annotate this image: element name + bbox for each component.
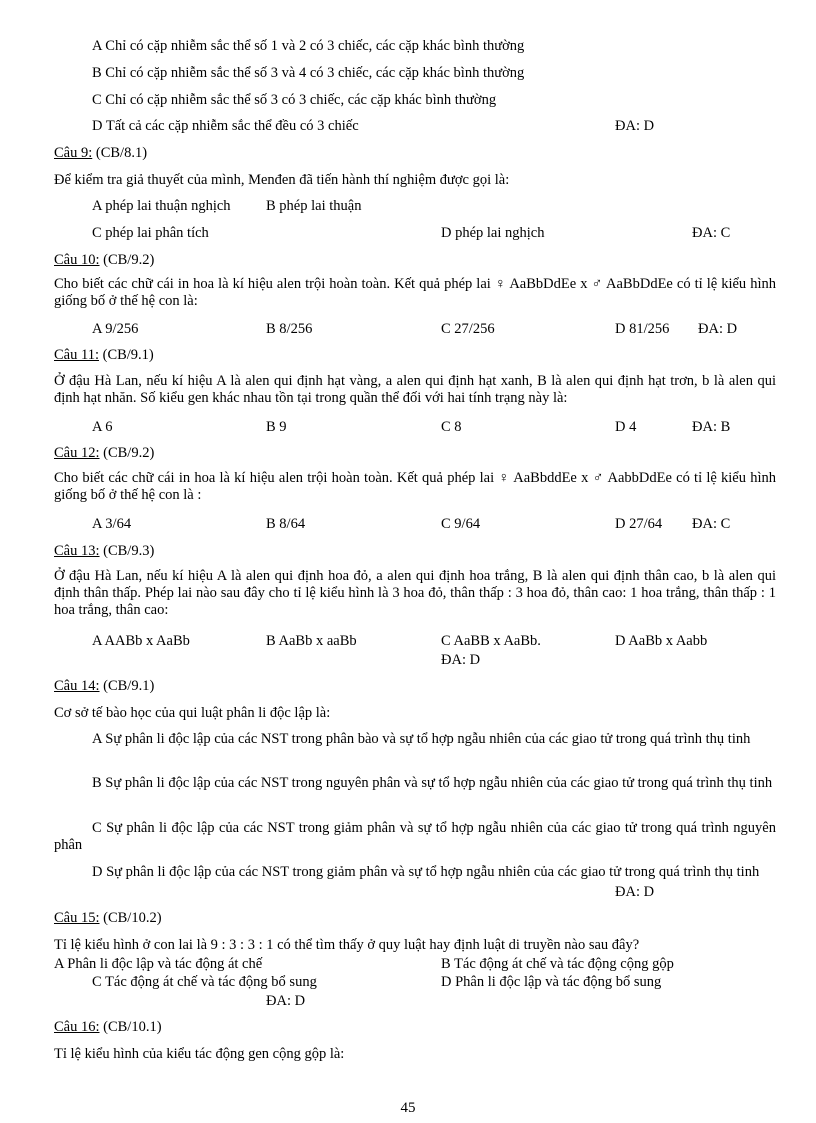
q13-answer: ĐA: D [441, 652, 481, 668]
q15-option-d: D Phân li độc lập và tác động bổ sung [441, 974, 662, 990]
q14-heading [54, 677, 154, 695]
q11-code: (CB/9.1) [98, 347, 154, 363]
q13-option-c: C AaBB x AaBb. [441, 633, 541, 649]
q10-option-b: B 8/256 [266, 321, 313, 337]
q13-option-d: D AaBb x Aabb [615, 633, 708, 649]
q12-option-b: B 8/64 [266, 516, 306, 532]
q15-option-b: B Tác động át chế và tác động cộng gộp [441, 956, 674, 972]
q15-label: Câu 15: [54, 910, 100, 926]
q9-option-c: C phép lai phân tích [92, 225, 209, 241]
q13-text: Ở đậu Hà Lan, nếu kí hiệu A là alen qui định hoa đỏ, a alen qui định hoa trắng, B là alen qui định thân cao, b là alen qui định thân thấp. Phép lai nào sau đây cho tỉ lệ kiểu hình là 3 hoa đỏ, thân thấp : 3 hoa đỏ, thân cao: 1 hoa trắng, thân thấp : 1 hoa trắng, thân cao: [54, 568, 776, 618]
q14-code: (CB/9.1) [99, 678, 155, 694]
q15-answer: ĐA: D [266, 993, 306, 1009]
q9-option-b: B phép lai thuận [266, 198, 362, 214]
q14-option-b: B Sự phân li độc lập của các NST trong nguyên phân và sự tổ hợp ngẫu nhiên của các giao tử trong quá trình thụ tinh [92, 775, 773, 791]
q9-label: Câu 9: [54, 145, 93, 161]
q13-code: (CB/9.3) [99, 543, 155, 559]
q10-code: (CB/9.2) [99, 252, 155, 268]
q11-label: Câu 11: [54, 347, 99, 363]
q16-label: Câu 16: [54, 1019, 100, 1035]
q15-text: Tỉ lệ kiểu hình ở con lai là 9 : 3 : 3 : 1 có thể tìm thấy ở quy luật hay định luật di truyền nào sau đây? [54, 937, 640, 953]
q11-heading [54, 346, 154, 364]
q13-option-a: A AABb x AaBb [92, 633, 190, 649]
q13-label: Câu 13: [54, 543, 100, 559]
q15-code: (CB/10.2) [99, 910, 162, 926]
q13-option-b: B AaBb x aaBb [266, 633, 357, 649]
q14-answer: ĐA: D [615, 884, 655, 900]
q15-option-c: C Tác động át chế và tác động bổ sung [92, 974, 317, 990]
q15-heading [54, 909, 162, 927]
q12-option-d: D 27/64 [615, 516, 663, 532]
q12-option-a: A 3/64 [92, 516, 132, 532]
q10-option-a: A 9/256 [92, 321, 139, 337]
q14-label: Câu 14: [54, 678, 100, 694]
q15-option-a: A Phân li độc lập và tác động át chế [54, 956, 263, 972]
q12-heading [54, 444, 154, 462]
q11-option-c: C 8 [441, 419, 462, 435]
q8-answer: ĐA: D [615, 118, 655, 134]
q9-code: (CB/8.1) [92, 145, 148, 161]
q11-option-a: A 6 [92, 419, 113, 435]
q8-option-b: B Chỉ có cặp nhiễm sắc thể số 3 và 4 có 3 chiếc, các cặp khác bình thường [92, 65, 525, 81]
q14-text: Cơ sở tế bào học của qui luật phân li độc lập là: [54, 705, 331, 721]
q11-option-d: D 4 [615, 419, 637, 435]
q11-option-b: B 9 [266, 419, 287, 435]
q16-code: (CB/10.1) [99, 1019, 162, 1035]
q13-heading [54, 542, 154, 560]
q9-heading [54, 144, 147, 162]
q14-option-c: C Sự phân li độc lập của các NST trong giảm phân và sự tổ hợp ngẫu nhiên của các giao tử trong quá trình nguyên phân [54, 820, 776, 853]
q8-option-d: D Tất cả các cặp nhiễm sắc thể đều có 3 chiếc [92, 118, 359, 134]
q14-option-a: A Sự phân li độc lập của các NST trong phân bào và sự tổ hợp ngẫu nhiên của các giao tử trong quá trình thụ tinh [92, 731, 751, 747]
q12-code: (CB/9.2) [99, 445, 155, 461]
q10-heading [54, 251, 154, 269]
q11-answer: ĐA: B [692, 419, 731, 435]
page-number: 45 [400, 1100, 416, 1116]
q10-option-d: D 81/256 [615, 321, 670, 337]
q10-answer: ĐA: D [698, 321, 738, 337]
q9-answer: ĐA: C [692, 225, 731, 241]
q14-option-d: D Sự phân li độc lập của các NST trong giảm phân và sự tổ hợp ngẫu nhiên của các giao tử trong quá trình thụ tinh [92, 864, 760, 880]
q12-answer: ĐA: C [692, 516, 731, 532]
q11-text: Ở đậu Hà Lan, nếu kí hiệu A là alen qui định hạt vàng, a alen qui định hạt xanh, B là alen qui định hạt trơn, b là alen qui định hạt nhăn. Số kiểu gen khác nhau tồn tại trong quần thể đối với hai tính trạng này là: [54, 373, 776, 406]
q12-label: Câu 12: [54, 445, 100, 461]
q10-option-c: C 27/256 [441, 321, 495, 337]
q12-option-c: C 9/64 [441, 516, 481, 532]
q16-text: Tỉ lệ kiểu hình của kiểu tác động gen cộng gộp là: [54, 1046, 345, 1062]
q16-heading [54, 1018, 162, 1036]
q9-text: Để kiểm tra giả thuyết của mình, Menđen đã tiến hành thí nghiệm được gọi là: [54, 172, 510, 188]
q8-option-c: C Chỉ có cặp nhiễm sắc thể số 3 có 3 chiếc, các cặp khác bình thường [92, 92, 497, 108]
q12-text: Cho biết các chữ cái in hoa là kí hiệu alen trội hoàn toàn. Kết quả phép lai ♀ AaBbddEe x ♂ AabbDdEe có tỉ lệ kiểu hình giống bố ở thế hệ con là : [54, 470, 776, 503]
q9-option-d: D phép lai nghịch [441, 225, 545, 241]
q9-option-a: A phép lai thuận nghịch [92, 198, 231, 214]
q8-option-a: A Chỉ có cặp nhiễm sắc thể số 1 và 2 có 3 chiếc, các cặp khác bình thường [92, 38, 525, 54]
q10-label: Câu 10: [54, 252, 100, 268]
q10-text: Cho biết các chữ cái in hoa là kí hiệu alen trội hoàn toàn. Kết quả phép lai ♀ AaBbDdEe x ♂ AaBbDdEe có tỉ lệ kiểu hình giống bố ở thế hệ con là: [54, 276, 776, 309]
